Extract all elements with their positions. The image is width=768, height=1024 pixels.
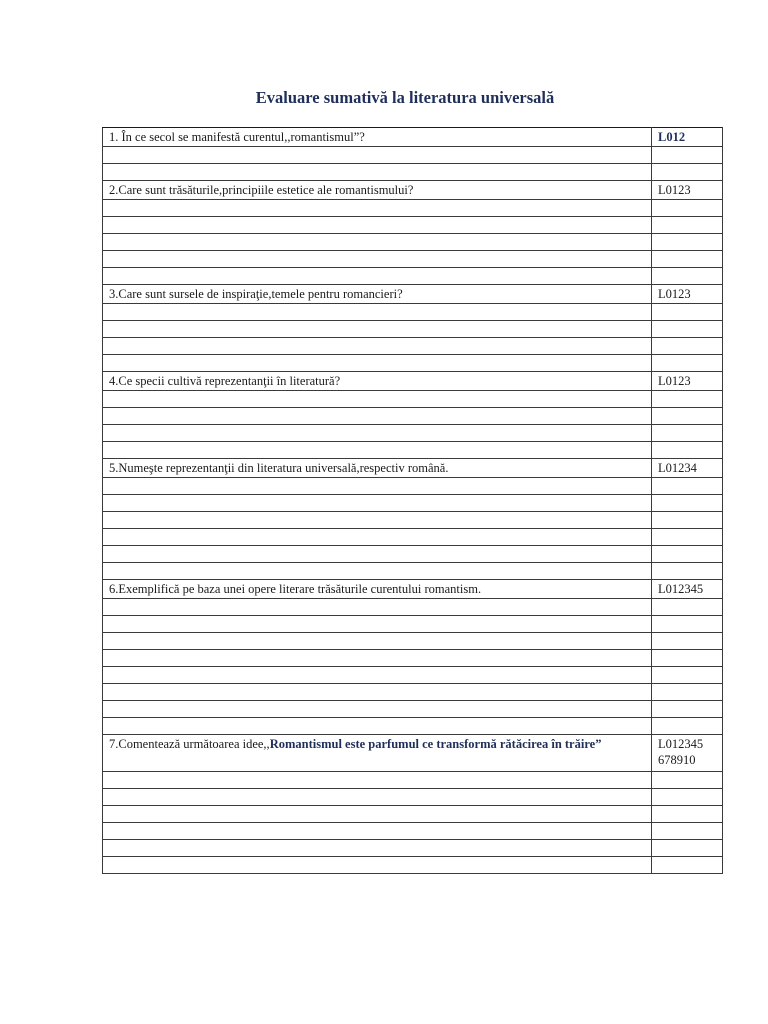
answer-row <box>103 823 723 840</box>
code-label: L0123 <box>658 183 691 197</box>
answer-cell <box>103 806 652 823</box>
score-cell <box>652 772 723 789</box>
answer-cell <box>103 391 652 408</box>
answer-cell <box>103 425 652 442</box>
score-cell <box>652 529 723 546</box>
score-cell <box>652 684 723 701</box>
question-label: 2.Care sunt trăsăturile,principiile estetice ale romantismului? <box>109 183 414 197</box>
answer-cell <box>103 546 652 563</box>
score-cell <box>652 217 723 234</box>
answer-cell <box>103 789 652 806</box>
answer-cell <box>103 512 652 529</box>
answer-cell <box>103 616 652 633</box>
question-text <box>103 128 652 147</box>
question-label: 5.Numeşte reprezentanţii din literatura universală,respectiv română. <box>109 461 449 475</box>
answer-cell <box>103 304 652 321</box>
question-text <box>103 181 652 200</box>
answer-row <box>103 529 723 546</box>
answer-row <box>103 633 723 650</box>
answer-cell <box>103 684 652 701</box>
answer-cell <box>103 563 652 580</box>
answer-cell <box>103 217 652 234</box>
answer-row <box>103 718 723 735</box>
score-cell <box>652 164 723 181</box>
competence-code <box>652 285 723 304</box>
question-text <box>103 372 652 391</box>
answer-cell <box>103 147 652 164</box>
answer-row <box>103 391 723 408</box>
answer-row <box>103 616 723 633</box>
answer-cell <box>103 718 652 735</box>
answer-row <box>103 147 723 164</box>
answer-cell <box>103 701 652 718</box>
answer-cell <box>103 857 652 874</box>
answer-row <box>103 701 723 718</box>
score-cell <box>652 321 723 338</box>
answer-cell <box>103 442 652 459</box>
answer-row <box>103 684 723 701</box>
answer-row <box>103 408 723 425</box>
code-label: L012345 <box>658 582 704 596</box>
score-cell <box>652 200 723 217</box>
competence-code <box>652 128 723 147</box>
page-title: Evaluare sumativă la literatura universală <box>255 88 555 107</box>
answer-row <box>103 164 723 181</box>
competence-code <box>652 580 723 599</box>
competence-code <box>652 372 723 391</box>
answer-row <box>103 442 723 459</box>
score-cell <box>652 701 723 718</box>
code-label: L0123 <box>658 287 691 301</box>
code-line: L012345 <box>658 737 704 751</box>
score-cell <box>652 667 723 684</box>
answer-cell <box>103 268 652 285</box>
answer-row <box>103 857 723 874</box>
code-label: L01234 <box>658 461 697 475</box>
answer-cell <box>103 650 652 667</box>
answer-row <box>103 495 723 512</box>
answer-row <box>103 772 723 789</box>
code-line: 678910 <box>658 753 696 767</box>
question-text <box>103 580 652 599</box>
question-row <box>103 735 723 772</box>
score-cell <box>652 425 723 442</box>
answer-cell <box>103 633 652 650</box>
answer-row <box>103 268 723 285</box>
answer-row <box>103 840 723 857</box>
answer-row <box>103 251 723 268</box>
answer-row <box>103 304 723 321</box>
answer-cell <box>103 599 652 616</box>
answer-row <box>103 512 723 529</box>
score-cell <box>652 823 723 840</box>
answer-row <box>103 234 723 251</box>
question-label: 4.Ce specii cultivă reprezentanţii în literatură? <box>109 374 341 388</box>
question-label: 7.Comentează următoarea idee,, <box>109 737 270 751</box>
score-cell <box>652 147 723 164</box>
answer-cell <box>103 251 652 268</box>
score-cell <box>652 616 723 633</box>
score-cell <box>652 391 723 408</box>
competence-code <box>652 459 723 478</box>
answer-row <box>103 650 723 667</box>
score-cell <box>652 563 723 580</box>
score-cell <box>652 355 723 372</box>
question-row <box>103 128 723 147</box>
answer-row <box>103 355 723 372</box>
answer-row <box>103 200 723 217</box>
evaluation-table <box>102 127 723 874</box>
score-cell <box>652 718 723 735</box>
answer-row <box>103 478 723 495</box>
answer-cell <box>103 408 652 425</box>
code-label: L012 <box>658 130 686 144</box>
competence-code <box>652 181 723 200</box>
score-cell <box>652 408 723 425</box>
question-text <box>103 459 652 478</box>
score-cell <box>652 478 723 495</box>
answer-cell <box>103 478 652 495</box>
answer-cell <box>103 772 652 789</box>
answer-cell <box>103 164 652 181</box>
score-cell <box>652 546 723 563</box>
score-cell <box>652 251 723 268</box>
question-label: 3.Care sunt sursele de inspiraţie,temele pentru romancieri? <box>109 287 403 301</box>
question-row <box>103 372 723 391</box>
answer-row <box>103 789 723 806</box>
score-cell <box>652 304 723 321</box>
answer-row <box>103 806 723 823</box>
score-cell <box>652 442 723 459</box>
question-row <box>103 181 723 200</box>
question-row <box>103 285 723 304</box>
score-cell <box>652 806 723 823</box>
answer-cell <box>103 355 652 372</box>
answer-cell <box>103 495 652 512</box>
question-row <box>103 459 723 478</box>
score-cell <box>652 599 723 616</box>
question-label: 1. În ce secol se manifestă curentul,,romantismul”? <box>109 130 365 144</box>
answer-cell <box>103 840 652 857</box>
answer-row <box>103 321 723 338</box>
answer-cell <box>103 338 652 355</box>
score-cell <box>652 234 723 251</box>
question-text <box>103 735 652 772</box>
answer-row <box>103 667 723 684</box>
answer-cell <box>103 234 652 251</box>
question-row <box>103 580 723 599</box>
score-cell <box>652 789 723 806</box>
answer-cell <box>103 667 652 684</box>
answer-cell <box>103 321 652 338</box>
answer-cell <box>103 529 652 546</box>
competence-code <box>652 735 723 772</box>
answer-row <box>103 217 723 234</box>
question-text <box>103 285 652 304</box>
answer-row <box>103 425 723 442</box>
score-cell <box>652 650 723 667</box>
answer-row <box>103 546 723 563</box>
score-cell <box>652 495 723 512</box>
answer-row <box>103 599 723 616</box>
code-label: L0123 <box>658 374 691 388</box>
answer-row <box>103 563 723 580</box>
score-cell <box>652 633 723 650</box>
score-cell <box>652 268 723 285</box>
answer-row <box>103 338 723 355</box>
score-cell <box>652 338 723 355</box>
score-cell <box>652 840 723 857</box>
question-label: 6.Exemplifică pe baza unei opere literare trăsăturile curentului romantism. <box>109 582 482 596</box>
score-cell <box>652 512 723 529</box>
question-quote: Romantismul este parfumul ce transformă rătăcirea în trăire” <box>269 737 602 751</box>
answer-cell <box>103 823 652 840</box>
score-cell <box>652 857 723 874</box>
answer-cell <box>103 200 652 217</box>
